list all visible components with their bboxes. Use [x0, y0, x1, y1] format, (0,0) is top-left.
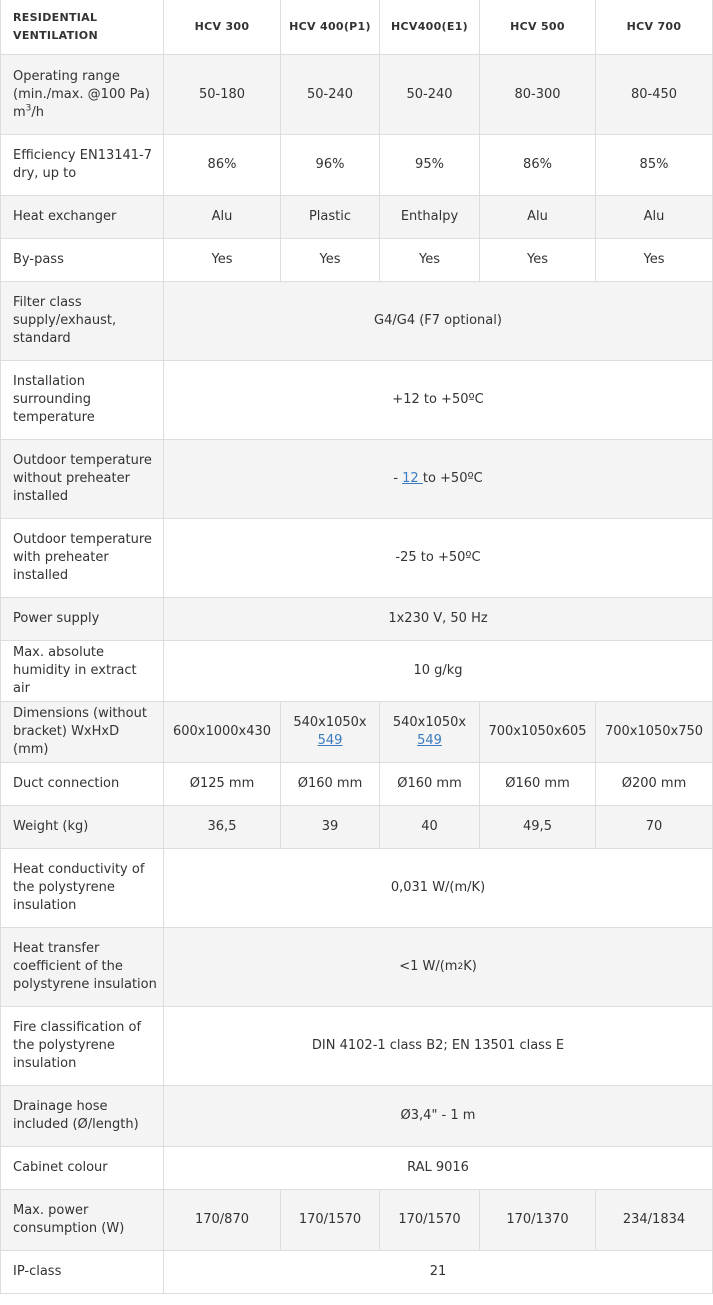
table-row	[0, 702, 713, 763]
cell-value: 36,5	[164, 806, 281, 849]
cell-value: 80-450	[596, 55, 713, 135]
cell-value: Plastic	[281, 196, 380, 239]
table-row	[0, 1251, 713, 1294]
model-header: HCV 400(P1)	[281, 0, 380, 55]
model-header: HCV 700	[596, 0, 713, 55]
row-label: Weight (kg)	[0, 806, 164, 849]
cell-value: 170/870	[164, 1190, 281, 1251]
row-label: Power supply	[0, 598, 164, 641]
cell-value: 85%	[596, 135, 713, 196]
cell-value: 540x1050x 549	[380, 702, 480, 763]
cell-value: 170/1570	[380, 1190, 480, 1251]
header-row	[0, 0, 713, 55]
model-header: HCV400(E1)	[380, 0, 480, 55]
cell-value: - 12 to +50ºC	[164, 440, 713, 519]
corner-line-1: RESIDENTIAL	[13, 11, 98, 24]
row-label: Outdoor temperature with preheater installed	[0, 519, 164, 598]
table-row	[0, 806, 713, 849]
cell-value: 50-240	[380, 55, 480, 135]
cell-value: Yes	[380, 239, 480, 282]
header-corner	[0, 0, 164, 55]
cell-value: 170/1570	[281, 1190, 380, 1251]
table-row	[0, 519, 713, 598]
row-label: Operating range (min./max. @100 Pa) $m^3/h$	[0, 55, 164, 135]
cell-value: 234/1834	[596, 1190, 713, 1251]
cell-value: DIN 4102-1 class B2; EN 13501 class E	[164, 1007, 713, 1086]
cell-value: Ø3,4" - 1 m	[164, 1086, 713, 1147]
row-label: By-pass	[0, 239, 164, 282]
cell-value: Alu	[164, 196, 281, 239]
corner-line-2: VENTILATION	[13, 29, 98, 42]
table-row	[0, 361, 713, 440]
cell-value: Ø160 mm	[281, 763, 380, 806]
row-label: Fire classification of the polystyrene insulation	[0, 1007, 164, 1086]
row-label: Filter class supply/exhaust, standard	[0, 282, 164, 361]
row-label: Drainage hose included (Ø/length)	[0, 1086, 164, 1147]
table-row	[0, 763, 713, 806]
row-label: Outdoor temperature without preheater installed	[0, 440, 164, 519]
table-row	[0, 196, 713, 239]
cell-value: Alu	[596, 196, 713, 239]
cell-value: Ø160 mm	[480, 763, 596, 806]
dimension-link[interactable]: 549	[317, 733, 343, 748]
cell-value: 700x1050x750	[596, 702, 713, 763]
table-row	[0, 928, 713, 1007]
row-label: Heat exchanger	[0, 196, 164, 239]
table-row	[0, 1147, 713, 1190]
cell-value: 0,031 W/(m/K)	[164, 849, 713, 928]
row-label: Dimensions (without bracket) WxHxD (mm)	[0, 702, 164, 763]
cell-value: <1 W/(m 2 K)	[164, 928, 713, 1007]
table-row	[0, 1190, 713, 1251]
cell-value: 700x1050x605	[480, 702, 596, 763]
cell-value: 540x1050x 549	[281, 702, 380, 763]
row-label: Heat transfer coefficient of the polystyrene insulation	[0, 928, 164, 1007]
cell-value: 170/1370	[480, 1190, 596, 1251]
cell-value: +12 to +50ºC	[164, 361, 713, 440]
row-label: Cabinet colour	[0, 1147, 164, 1190]
row-label: Duct connection	[0, 763, 164, 806]
cell-value: G4/G4 (F7 optional)	[164, 282, 713, 361]
row-label: Max. absolute humidity in extract air	[0, 641, 164, 702]
table-row	[0, 1007, 713, 1086]
cell-value: RAL 9016	[164, 1147, 713, 1190]
cell-value: 86%	[164, 135, 281, 196]
row-label: Max. power consumption (W)	[0, 1190, 164, 1251]
table-row	[0, 135, 713, 196]
cell-value: 50-180	[164, 55, 281, 135]
cell-value: Yes	[596, 239, 713, 282]
cell-value: Enthalpy	[380, 196, 480, 239]
table-row	[0, 282, 713, 361]
model-header: HCV 500	[480, 0, 596, 55]
table-row	[0, 598, 713, 641]
temperature-link[interactable]: 12	[402, 471, 423, 486]
cell-value: 50-240	[281, 55, 380, 135]
table-row	[0, 440, 713, 519]
cell-value: Alu	[480, 196, 596, 239]
cell-value: 49,5	[480, 806, 596, 849]
cell-value: 600x1000x430	[164, 702, 281, 763]
cell-value: Ø125 mm	[164, 763, 281, 806]
cell-value: 21	[164, 1251, 713, 1294]
cell-value: 10 g/kg	[164, 641, 713, 702]
cell-value: Ø200 mm	[596, 763, 713, 806]
model-header: HCV 300	[164, 0, 281, 55]
table-row	[0, 849, 713, 928]
cell-value: 96%	[281, 135, 380, 196]
cell-value: 39	[281, 806, 380, 849]
cell-value: 86%	[480, 135, 596, 196]
cell-value: -25 to +50ºC	[164, 519, 713, 598]
cell-value: Yes	[164, 239, 281, 282]
cell-value: Yes	[480, 239, 596, 282]
cell-value: 40	[380, 806, 480, 849]
row-label: Heat conductivity of the polystyrene insulation	[0, 849, 164, 928]
row-label: IP-class	[0, 1251, 164, 1294]
cell-value: 1x230 V, 50 Hz	[164, 598, 713, 641]
table-row	[0, 641, 713, 702]
cell-value: Yes	[281, 239, 380, 282]
row-label: Installation surrounding temperature	[0, 361, 164, 440]
table-row	[0, 1086, 713, 1147]
cell-value: Ø160 mm	[380, 763, 480, 806]
cell-value: 70	[596, 806, 713, 849]
cell-value: 80-300	[480, 55, 596, 135]
dimension-link[interactable]: 549	[417, 733, 442, 748]
cell-value: 95%	[380, 135, 480, 196]
table-row	[0, 239, 713, 282]
table-row	[0, 55, 713, 135]
row-label: Efficiency EN13141-7 dry, up to	[0, 135, 164, 196]
